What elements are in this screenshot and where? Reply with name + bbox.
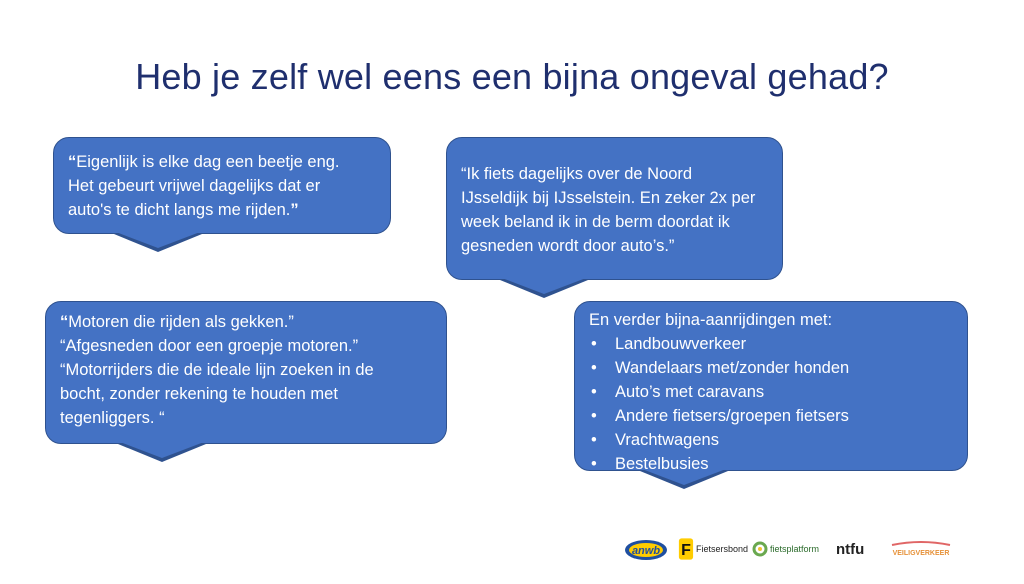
near-miss-list: [589, 332, 953, 476]
list-item-label: Auto’s met caravans: [615, 383, 765, 401]
bullet-icon: •: [591, 359, 597, 377]
bubble-tail: [642, 469, 726, 485]
bullet-icon: •: [591, 407, 597, 425]
bubble-heading: En verder bijna-aanrijdingen met:: [589, 311, 833, 329]
slide-title: Heb je zelf wel eens een bijna ongeval gehad?: [135, 56, 889, 97]
list-item: [589, 380, 953, 404]
bubble-text-line: tegenliggers. “: [60, 409, 165, 427]
bubble-tail: [116, 232, 200, 248]
list-item: [589, 332, 953, 356]
bullet-icon: •: [591, 431, 597, 449]
bubble-tail: [502, 278, 586, 294]
list-item-label: Vrachtwagens: [615, 431, 719, 449]
list-item: [589, 356, 953, 380]
veiligverkeer-logo-text: VEILIGVERKEER: [892, 550, 950, 557]
list-item-label: Wandelaars met/zonder honden: [615, 359, 850, 377]
bullet-icon: •: [591, 335, 597, 353]
svg-text:F: F: [681, 542, 691, 560]
bubble-text-line: [68, 150, 376, 174]
list-item: [589, 404, 953, 428]
bubble-text-line: Het gebeurt vrijwel dagelijks dat er: [68, 177, 321, 195]
bubble-text-line: week beland ik in de berm doordat ik: [461, 213, 730, 231]
close-quote: ”: [290, 201, 299, 219]
fietsersbond-logo-text: Fietsersbond: [695, 544, 748, 554]
speech-bubble-motorcycles: [45, 301, 447, 444]
veiligverkeer-logo-icon: [890, 539, 952, 559]
bubble-text-line: [68, 198, 376, 222]
bubble-text: Motoren die rijden als gekken.”: [68, 313, 294, 331]
open-quote: “: [68, 153, 77, 171]
speech-bubble-other-near-misses: [574, 301, 968, 471]
fietsersbond-f-icon: [678, 536, 694, 562]
bullet-icon: •: [591, 455, 597, 473]
list-item-label: Andere fietsers/groepen fietsers: [615, 407, 849, 425]
anwb-logo-text: anwb: [631, 545, 661, 557]
anwb-logo-icon: [624, 535, 672, 563]
bullet-icon: •: [591, 383, 597, 401]
list-item-label: Bestelbusjes: [615, 455, 709, 473]
fietsplatform-logo-text: fietsplatform: [770, 544, 820, 554]
fietsplatform-logo: [752, 534, 830, 564]
bubble-text-line: “Motorrijders die de ideale lijn zoeken in de: [60, 361, 374, 379]
list-item: [589, 428, 953, 452]
speech-bubble-daily-fear: [53, 137, 391, 234]
ntfu-logo-text: ntfu: [836, 540, 865, 558]
bubble-text-line: bocht, zonder rekening te houden met: [60, 385, 338, 403]
fietsersbond-logo: [678, 534, 748, 564]
list-item-label: Landbouwverkeer: [615, 335, 747, 353]
ntfu-logo: [836, 534, 876, 564]
fietsplatform-icon: [752, 541, 768, 557]
bubble-tail: [120, 442, 204, 458]
bubble-text-line: “Afgesneden door een groepje motoren.”: [60, 337, 359, 355]
bubble-text-line: [60, 310, 432, 334]
open-quote: “: [60, 313, 69, 331]
bubble-text-line: gesneden wordt door auto’s.”: [461, 237, 675, 255]
bubble-text-line: IJsseldijk bij IJsselstein. En zeker 2x per: [461, 189, 756, 207]
speech-bubble-ijsseldijk: [446, 137, 783, 280]
bubble-text: Eigenlijk is elke dag een beetje eng.: [76, 153, 340, 171]
veiligverkeer-logo: [890, 534, 952, 564]
bubble-text: auto's te dicht langs me rijden.: [68, 201, 291, 219]
anwb-logo: [624, 534, 672, 564]
bubble-text-line: “Ik fiets dagelijks over de Noord: [461, 165, 693, 183]
